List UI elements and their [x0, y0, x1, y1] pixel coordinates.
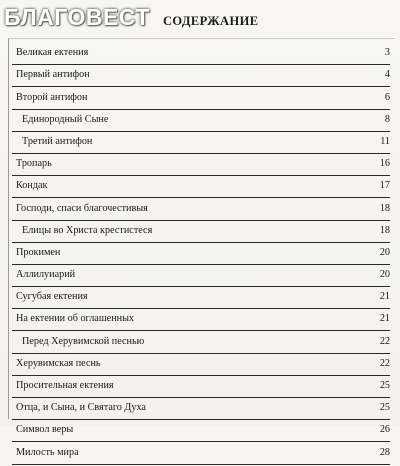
toc-entry-label: Елицы во Христа крестистеся [22, 224, 153, 236]
toc-entry-label: Просительная ектения [16, 380, 114, 391]
toc-entry-label: Херувимская песнь [16, 357, 101, 369]
toc-entry-label: Тропарь [16, 158, 52, 170]
toc-entry-page: 25 [379, 380, 390, 391]
toc-entry-label: Милость мира [16, 446, 79, 458]
toc-entry-label: На ектении об оглашенных [16, 313, 135, 325]
toc-entry [16, 66, 390, 88]
toc-entry-label: Кондак [16, 180, 48, 192]
toc-entry-label: Второй антифон [16, 91, 88, 103]
toc-entry [16, 332, 390, 354]
toc-rule [12, 175, 390, 176]
toc-entry [16, 266, 390, 288]
toc-entry-page: 21 [379, 291, 390, 303]
toc-entry [16, 399, 390, 421]
toc-entry-label: Сугубая ектения [16, 291, 88, 303]
toc-entry [16, 199, 390, 221]
toc-entry-page: 25 [379, 402, 390, 414]
toc-entry [16, 355, 390, 377]
toc-entry-page: 4 [384, 69, 390, 81]
toc-entry-page: 3 [384, 47, 390, 59]
toc-entry-label: Третий антифон [22, 135, 93, 147]
table-of-contents [16, 44, 390, 466]
toc-entry-label: Первый антифон [16, 69, 90, 81]
toc-entry-page: 22 [379, 357, 390, 369]
toc-entry-label: Господи, спаси благочестивыя [16, 202, 148, 214]
page-title: СОДЕРЖАНИЕ [163, 14, 259, 28]
toc-entry-page: 26 [379, 424, 390, 436]
toc-entry-page: 11 [380, 135, 390, 147]
toc-rule [12, 464, 390, 465]
toc-entry [16, 421, 390, 443]
toc-entry-page: 28 [379, 446, 390, 458]
toc-entry-page: 21 [379, 313, 390, 325]
toc-entry [16, 88, 390, 110]
toc-entry-page: 17 [379, 180, 390, 192]
toc-entry [16, 155, 390, 177]
toc-entry-page: 16 [379, 158, 390, 170]
toc-entry [16, 177, 390, 199]
toc-entry [16, 222, 390, 244]
toc-entry-page: 20 [379, 246, 390, 258]
toc-entry-page: 6 [384, 91, 390, 103]
toc-entry [16, 133, 390, 155]
toc-entry [16, 244, 390, 266]
toc-entry-label: Единородный Сыне [22, 113, 109, 125]
toc-entry [16, 377, 390, 399]
toc-entry-page: 22 [379, 335, 390, 347]
toc-entry [16, 443, 390, 465]
toc-entry-label: Перед Херувимской песнью [22, 335, 145, 347]
toc-entry [16, 44, 390, 66]
toc-entry [16, 111, 390, 133]
toc-entry-label: Символ веры [16, 424, 74, 436]
toc-rule [12, 153, 390, 154]
toc-entry-label: Аллилуиарий [16, 269, 76, 281]
toc-entry-label: Отца, и Сына, и Святаго Духа [16, 402, 146, 414]
toc-entry-label: Прокимен [16, 246, 61, 258]
toc-entry-page: 8 [384, 113, 390, 125]
toc-entry-label: Великая ектения [16, 47, 89, 59]
toc-entry [16, 288, 390, 310]
toc-entry-page: 18 [379, 224, 390, 236]
toc-rule [12, 242, 390, 243]
toc-entry [16, 310, 390, 332]
watermark-logo: БЛАГОВЕСТ [4, 4, 150, 30]
toc-entry-page: 20 [379, 269, 390, 281]
toc-entry-page: 18 [379, 202, 390, 214]
